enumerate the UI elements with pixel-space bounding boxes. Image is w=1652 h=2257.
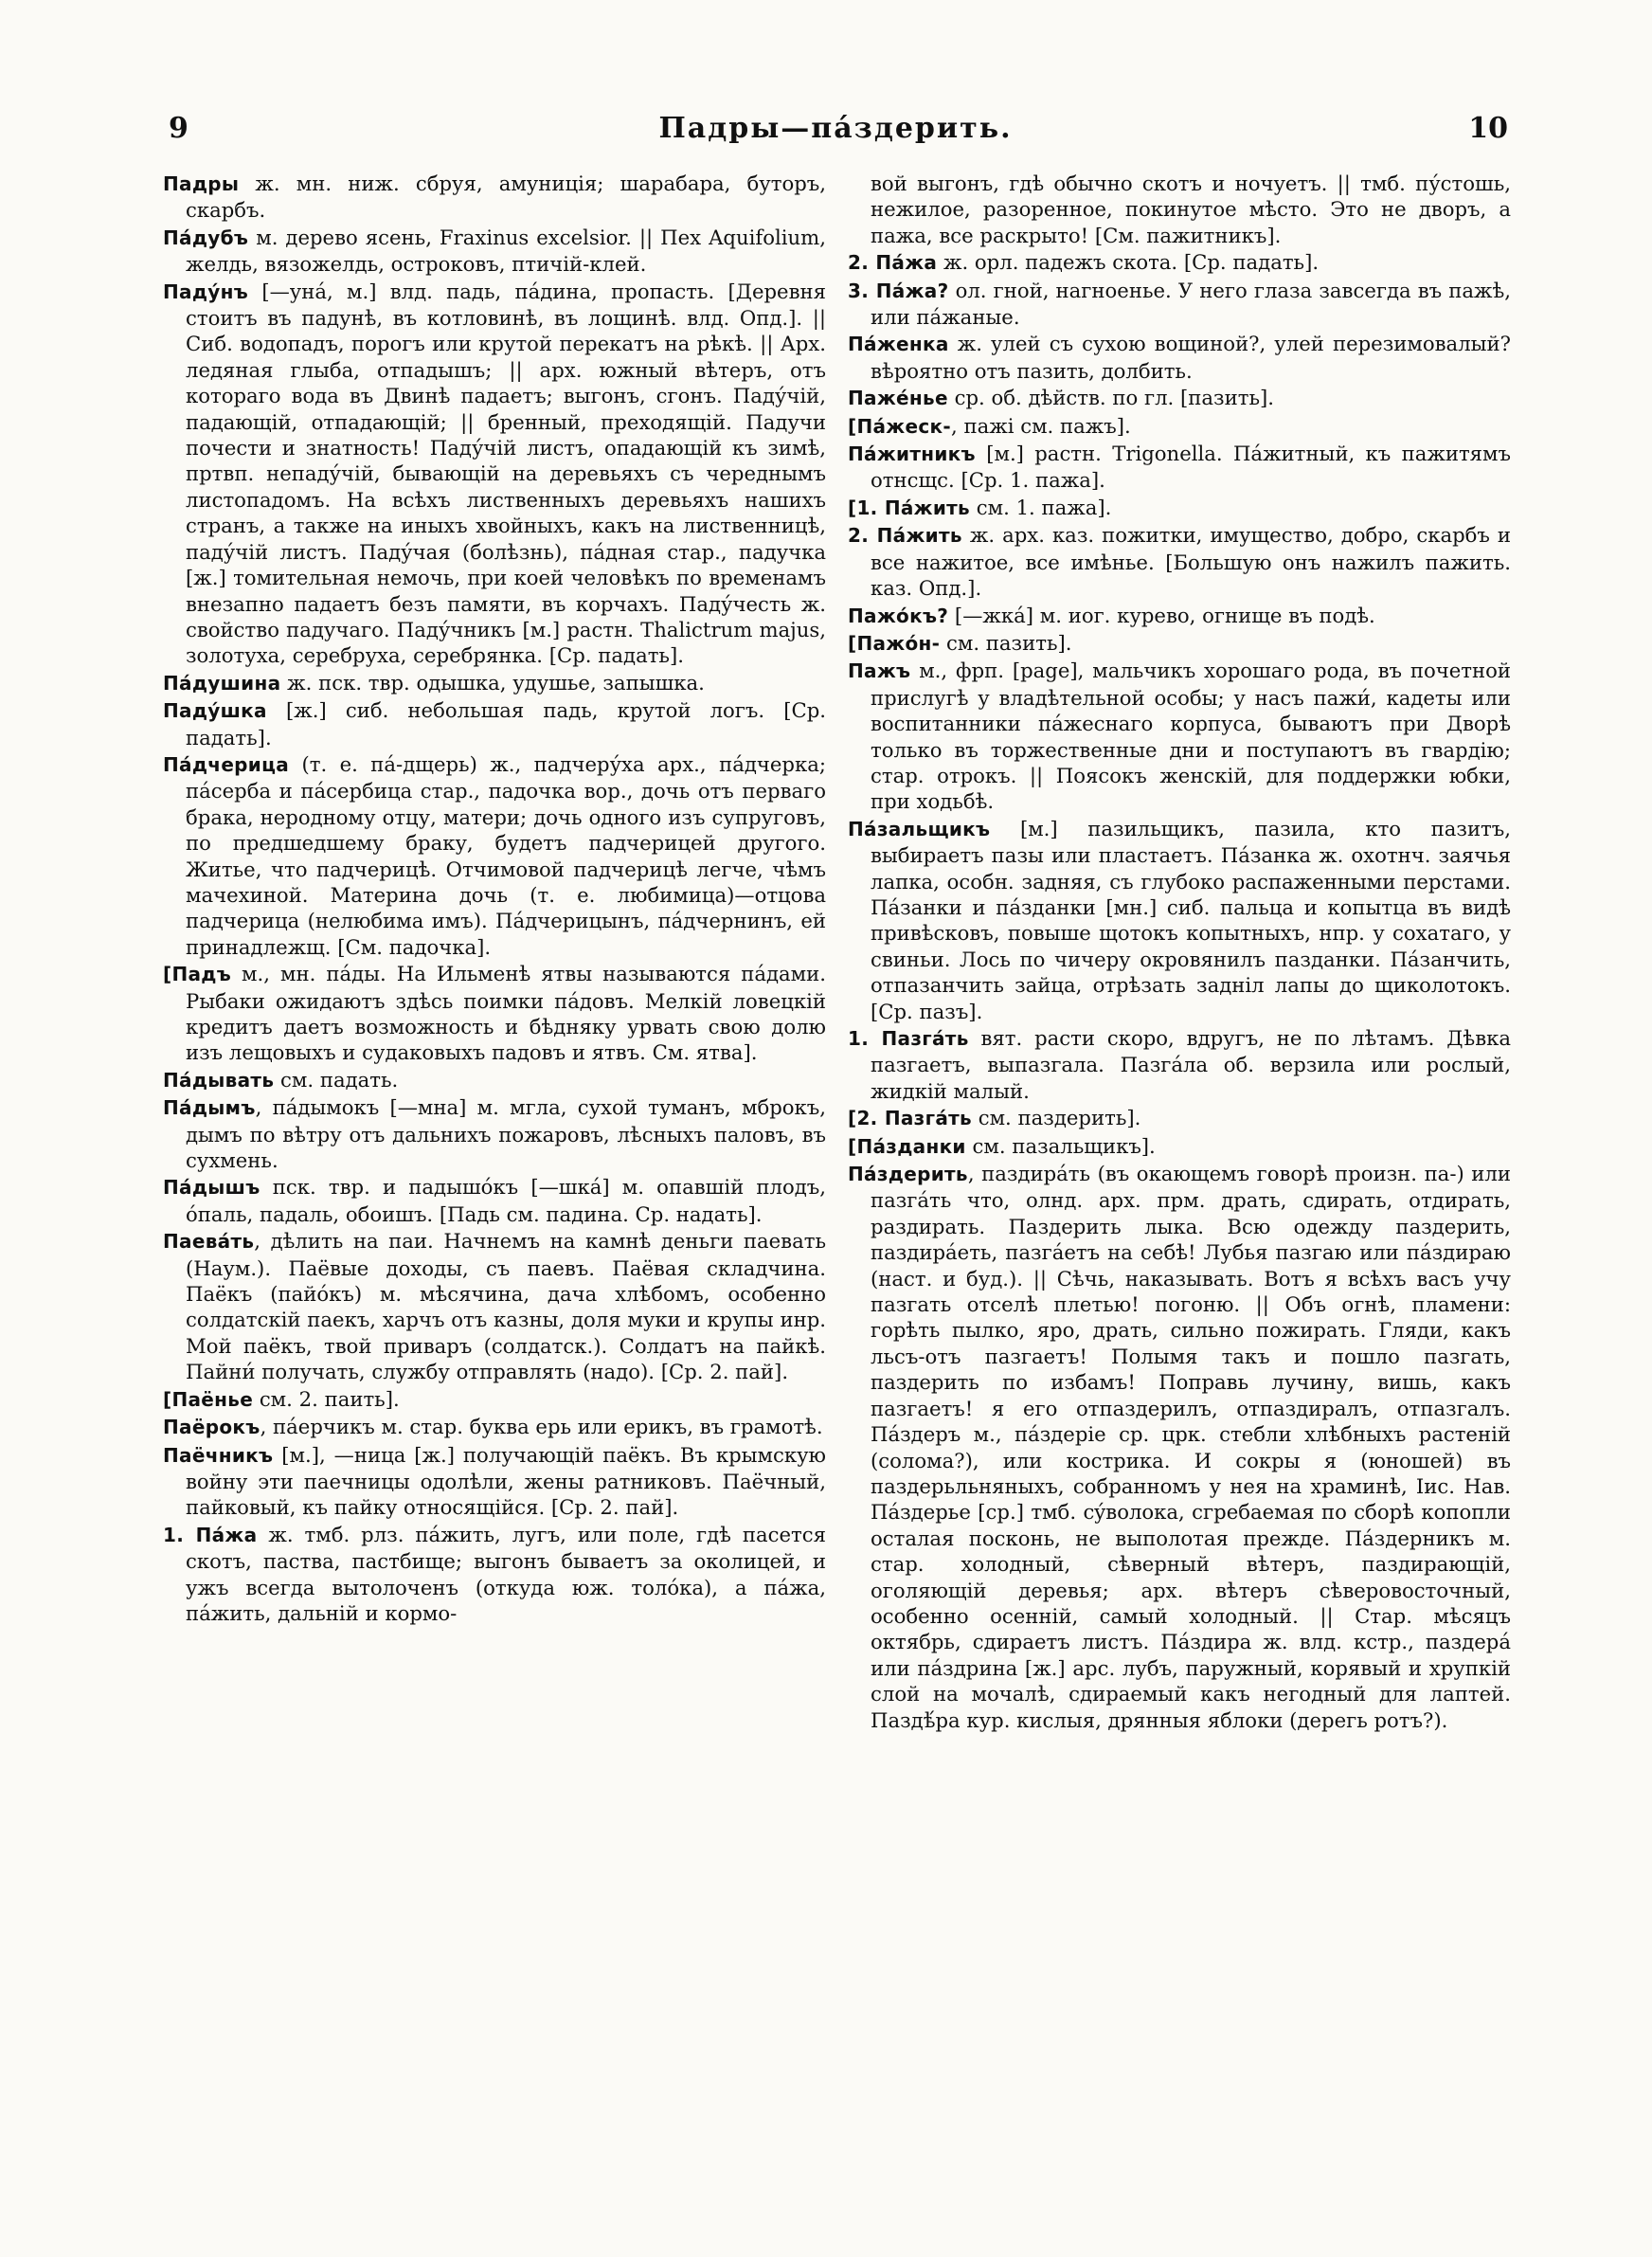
entry-headword: Па́дубъ bbox=[163, 226, 249, 249]
entry-headword: Па́зальщикъ bbox=[848, 817, 991, 840]
entry-text: см. 1. пажа]. bbox=[970, 495, 1112, 519]
entry-headword: 2. Па́жа bbox=[848, 251, 938, 275]
entry-headword: Паду́нъ bbox=[163, 280, 249, 303]
dictionary-entry bbox=[848, 658, 1511, 814]
entry-headword: 1. Па́жа bbox=[163, 1523, 258, 1546]
entry-text: , пажі см. пажъ]. bbox=[950, 413, 1131, 438]
entry-headword: [2. Пазга́ть bbox=[848, 1107, 972, 1130]
entry-text: ж. пск. твр. одышка, удушье, запышка. bbox=[280, 670, 705, 695]
dictionary-entry bbox=[163, 1522, 826, 1627]
entry-text: м., фрп. [page], мальчикъ хорошаго рода, въ почетной прислугѣ у владѣтельной особы; у насъ пажи́, кадеты или воспитанники па́жеснаго корпуса, бываютъ при Дворѣ только въ торжественные дни и поступаютъ въ гвардію; стар. отрокъ. || Поясокъ женскій, для поддержки юбки, при ходьбѣ. bbox=[871, 659, 1511, 814]
dictionary-entry bbox=[848, 441, 1511, 494]
entry-headword: Па́дышъ bbox=[163, 1176, 260, 1200]
page-number-left: 9 bbox=[169, 112, 189, 145]
dictionary-entry bbox=[163, 1386, 826, 1413]
page-header bbox=[163, 112, 1508, 159]
dictionary-entry bbox=[848, 413, 1511, 440]
dictionary-entry bbox=[163, 751, 826, 960]
entry-text: [м.] растн. Trigonella. Па́житный, къ пажитямъ отнсщс. [Ср. 1. пажа]. bbox=[871, 442, 1511, 493]
page-number-right: 10 bbox=[1468, 112, 1508, 145]
entry-headword: Паду́шка bbox=[163, 699, 267, 723]
entry-headword: Па́здерить bbox=[848, 1163, 968, 1186]
entry-headword: Паёчникъ bbox=[163, 1443, 274, 1467]
dictionary-entry bbox=[848, 249, 1511, 276]
entry-headword: Па́житникъ bbox=[848, 442, 976, 466]
entry-text: вят. расти скоро, вдругъ, не по лѣтамъ. Дѣвка пазгаетъ, выпазгала. Пазга́ла об. верзила или рослый, жидкій малый. bbox=[871, 1026, 1511, 1103]
entry-headword: Па́дывать bbox=[163, 1068, 275, 1092]
dictionary-entry bbox=[848, 1105, 1511, 1131]
dictionary-entry bbox=[163, 961, 826, 1066]
entry-headword: Па́дымъ bbox=[163, 1096, 256, 1120]
entry-text: , дѣлить на паи. Начнемъ на камнѣ деньги паевать (Наум.). Паёвые доходы, съ паевъ. Паёвая складчина. Паёкъ (пайо́къ) м. мѣсячина, дача хлѣбомъ, особенно солдатскій паекъ, харчъ отъ казны, доля муки и крупы инр. Мой паёкъ, твой приваръ (солдатск.). Солдатъ на пайкѣ. Пайни́ получать, службу отправлять (надо). [Ср. 2. пай]. bbox=[186, 1229, 826, 1384]
dictionary-entry bbox=[848, 1161, 1511, 1733]
entry-text: см. падать. bbox=[274, 1067, 399, 1092]
entry-headword: Паёрокъ bbox=[163, 1416, 260, 1439]
entry-headword: [Паёнье bbox=[163, 1387, 254, 1411]
dictionary-entry bbox=[848, 1133, 1511, 1160]
entry-text: [—жка́] м. иог. курево, огнище въ подѣ. bbox=[948, 603, 1375, 627]
dictionary-entry bbox=[848, 603, 1511, 629]
entry-text: ж. улей съ сухою вощиной?, улей перезимовалый? вѣроятно отъ пазить, долбить. bbox=[871, 332, 1511, 383]
entry-headword: [1. Па́жить bbox=[848, 496, 971, 519]
entry-text: [м.], —ница [ж.] получающій паёкъ. Въ крымскую войну эти паечницы одолѣли, жены ратниковъ. Паёчный, пайковый, къ пайку относящійся. [Ср. 2. пай]. bbox=[186, 1442, 826, 1520]
entry-text: ж. орл. падежъ скота. [Ср. падать]. bbox=[937, 250, 1320, 275]
entry-headword: Па́душина bbox=[163, 671, 281, 695]
entry-text: [—уна́, м.] влд. падь, па́дина, пропасть. [Деревня стоитъ въ падунѣ, въ котловинѣ, въ лощинѣ. влд. Опд.]. || Сиб. водопадъ, порогъ или крутой перекатъ на рѣкѣ. || Арх. ледяная глыба, отпадышъ; || арх. южный вѣтеръ, отъ котораго вода въ Двинѣ падаетъ; выгонъ, сгонъ. Паду́чій, падающій, отпадающій; || бренный, преходящій. Падучи почести и знатность! Паду́чій листъ, опадающій къ зимѣ, пртвп. непаду́чій, бывающій на деревьяхъ съ череднымъ листопадомъ. На всѣхъ лиственныхъ деревьяхъ нашихъ странъ, а также на иныхъ хвойныхъ, какъ на лиственницѣ, паду́чій листъ. Паду́чая (болѣзнь), па́дная стар., падучка [ж.] томительная немочь, при коей человѣкъ по временамъ внезапно падаетъ безъ памяти, въ корчахъ. Паду́честь ж. свойство падучаго. Паду́чникъ [м.] растн. Thalictrum majus, золотуха, серебруха, серебрянка. [Ср. падать]. bbox=[186, 279, 826, 668]
entry-headword: Пажъ bbox=[848, 659, 911, 683]
entry-text: (т. е. па́-дщерь) ж., падчеру́ха арх., па́дчерка; па́серба и па́сербица стар., падочка вор., дочь отъ перваго брака, неродному отцу, матери; дочь одного изъ супруговъ, по предшедшему браку, будетъ падчерицей другого. Житье, что падчерицѣ. Отчимовой падчерицѣ легче, чѣмъ мачехиной. Материна дочь (т. е. любимица)—отцова падчерица (нелюбима имъ). Па́дчерицынъ, па́дчернинъ, ей принадлежщ. [См. падочка]. bbox=[186, 751, 826, 959]
entry-headword: Па́женка bbox=[848, 333, 949, 356]
dictionary-entry bbox=[163, 1442, 826, 1521]
dictionary-entry bbox=[848, 1025, 1511, 1104]
dictionary-entry bbox=[163, 670, 826, 696]
dictionary-entry bbox=[848, 522, 1511, 601]
entry-text: вой выгонъ, гдѣ обычно скотъ и ночуетъ. || тмб. пу́стошь, нежилое, разоренное, покинутое мѣсто. Это не дворъ, а пажа, все раскрыто! [См. пажитникъ]. bbox=[871, 172, 1511, 247]
entry-headword: Падры bbox=[163, 172, 240, 195]
entry-text: , па́ерчикъ м. стар. буква ерь или ерикъ, въ грамотѣ. bbox=[260, 1415, 823, 1439]
dictionary-entry bbox=[163, 697, 826, 750]
entry-headword: [Пажо́н- bbox=[848, 631, 941, 655]
entry-headword: Па́дчерица bbox=[163, 752, 290, 776]
dictionary-entry bbox=[848, 171, 1511, 248]
dictionary-entry bbox=[848, 331, 1511, 384]
dictionary-entry bbox=[163, 1414, 826, 1440]
entry-text: ж. мн. ниж. сбруя, амуниція; шарабара, буторъ, скарбъ. bbox=[186, 172, 826, 223]
entry-headword: [Падъ bbox=[163, 963, 232, 986]
dictionary-entry bbox=[848, 816, 1511, 1024]
entry-headword: [Па́зданки bbox=[848, 1134, 966, 1158]
entry-headword: Паже́нье bbox=[848, 387, 948, 410]
entry-headword: 2. Па́жить bbox=[848, 524, 962, 548]
entry-text: ж. тмб. рлз. па́жить, лугъ, или поле, гдѣ пасется скотъ, паства, пастбище; выгонъ бываетъ за околицей, и ужъ всегда вытолоченъ (откуда юж. толо́ка), а па́жа, па́жить, дальній и кормо- bbox=[186, 1522, 827, 1625]
entry-text: см. 2. паить]. bbox=[253, 1386, 400, 1411]
entry-headword: [Па́жеск- bbox=[848, 414, 951, 438]
dictionary-entry bbox=[163, 279, 826, 669]
entry-headword: Пажо́къ? bbox=[848, 604, 949, 627]
entry-text: , па́дымокъ [—мна] м. мгла, сухой туманъ, мброкъ, дымъ по вѣтру отъ дальнихъ пожаровъ, лѣсныхъ паловъ, въ сухмень. bbox=[186, 1095, 826, 1173]
dictionary-entry bbox=[848, 495, 1511, 521]
dictionary-entry bbox=[848, 278, 1511, 331]
running-title: Падры—па́здерить. bbox=[658, 112, 1013, 145]
dictionary-entry bbox=[163, 225, 826, 278]
entry-text: ср. об. дѣйств. по гл. [пазить]. bbox=[947, 386, 1274, 410]
right-column bbox=[848, 171, 1511, 1734]
dictionary-entry bbox=[848, 630, 1511, 657]
entry-headword: Паева́ть bbox=[163, 1230, 255, 1254]
entry-headword: 1. Пазга́ть bbox=[848, 1027, 969, 1050]
left-column bbox=[163, 171, 826, 1627]
entry-text: [м.] пазильщикъ, пазила, кто пазитъ, выбираетъ пазы или пластаетъ. Па́занка ж. охотнч. заячья лапка, особн. задняя, съ глубоко распаженными перстами. Па́занки и па́зданки [мн.] сиб. пальца и копытца въ видѣ привѣсковъ, повыше щотокъ копытныхъ, нпр. у сохатаго, у свиньи. Лось по чичеру окровянилъ пазданки. Па́занчить, отпазанчить зайца, отрѣзать задніл лапы до щиколотокъ. [Ср. пазъ]. bbox=[871, 816, 1511, 1023]
dictionary-entry bbox=[163, 1174, 826, 1227]
entry-text: пск. твр. и падышо́къ [—шка́] м. опавшій плодъ, о́паль, падаль, обоишъ. [Падь см. падина. Ср. надать]. bbox=[186, 1175, 826, 1226]
entry-text: ж. арх. каз. пожитки, имущество, добро, скарбъ и все нажитое, все имѣнье. [Большую онъ нажилъ пажить. каз. Опд.]. bbox=[871, 523, 1511, 601]
entry-text: см. паздерить]. bbox=[971, 1106, 1141, 1130]
dictionary-entry bbox=[163, 1228, 826, 1384]
entry-text: , паздира́ть (въ окающемъ говорѣ произн. па-) или пазга́ть что, олнд. арх. прм. драть, сдирать, отдирать, раздирать. Паздерить лыка. Всю одежду паздерить, паздира́еть, пазга́етъ на себѣ! Лубья пазгаю или па́здираю (наст. и буд.). || Сѣчь, наказывать. Вотъ я всѣхъ васъ учу пазгать отселѣ плетью! погоню. || Объ огнѣ, пламени: горѣть пылко, яро, драть, сильно пожирать. Гляди, какъ льсъ-отъ пазгаетъ! Полымя такъ и пошло пазгать, паздерить по избамъ! Поправь лучину, вишь, какъ пазгаетъ! я его отпаздерилъ, отпаздиралъ, отпазгалъ. Па́здеръ м., па́здеріе ср. црк. стебли хлѣбныхъ растеній (солома?), или кострика. И сокры я (юношей) въ паздерьльняныхъ, собранномъ у нея на храминѣ, Іис. Нав. Па́здерье [ср.] тмб. сýволока, сгребаемая по сборѣ копопли осталая посконь, не выполотая прежде. Па́здерникъ м. стар. холодный, сѣверный вѣтеръ, паздирающій, оголяющій деревья; арх. вѣтеръ сѣверовосточный, особенно осенній, самый холодный. || Стар. мѣсяцъ октябрь, сдираетъ листъ. Па́здира ж. влд. кстр., паздера́ или па́здрина [ж.] арс. лубъ, паружный, корявый и хрупкій слой на мочалѣ, сдираемый какъ негодный для лаптей. Паздѣ́ра кур. кислыя, дрянныя яблоки (дерегь ротъ?). bbox=[871, 1162, 1511, 1732]
entry-headword: 3. Па́жа? bbox=[848, 279, 949, 302]
entry-text: см. пазить]. bbox=[940, 630, 1072, 655]
dictionary-entry bbox=[163, 1094, 826, 1173]
dictionary-entry bbox=[163, 1067, 826, 1093]
entry-text: м. дерево ясень, Fraxinus excelsior. || Пех Aquifolium, желдь, вязожелдь, остроковъ, птичій-клей. bbox=[186, 225, 826, 277]
dictionary-entry bbox=[848, 385, 1511, 411]
entry-text: см. пазальщикъ]. bbox=[965, 1133, 1156, 1158]
entry-text: [ж.] сиб. небольшая падь, крутой логъ. [Ср. падать]. bbox=[186, 698, 826, 749]
entry-text: ол. гной, нагноенье. У него глаза завсегда въ пажѣ, или па́жаные. bbox=[871, 278, 1511, 330]
dictionary-entry bbox=[163, 171, 826, 224]
entry-text: м., мн. па́ды. На Ильменѣ ятвы называются па́дами. Рыбаки ожидаютъ здѣсь поимки па́довъ. Мелкій ловецкій кредитъ даетъ возможность и бѣдняку урвать свою долю изъ лещовыхъ и судаковыхъ падовъ и ятвъ. См. ятва]. bbox=[186, 962, 826, 1065]
